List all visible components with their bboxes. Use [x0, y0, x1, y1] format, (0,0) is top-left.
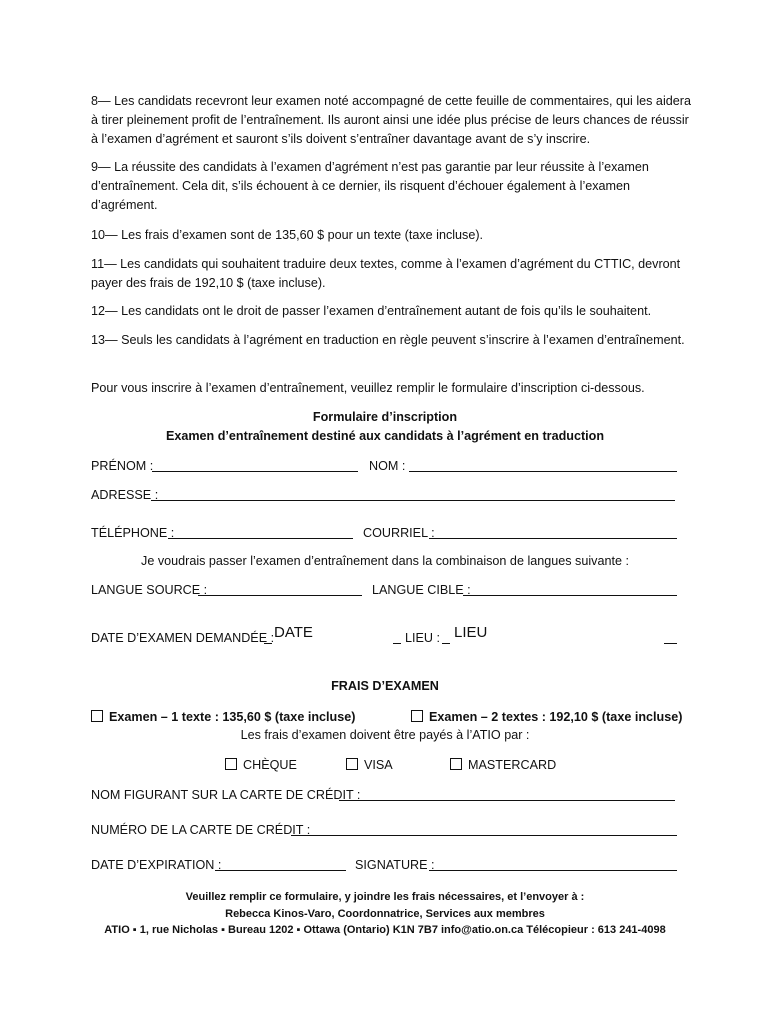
rule-8: 8— Les candidats recevront leur examen noté accompagné de cette feuille de commentaires, qui les aidera à tirer pleinement profit de l’entraînement. Ils auront ainsi une idée plus précise de leurs chances de réussir à l’examen d’agrément et sauront s’ils doivent s’entraîner davantage avant de s’y inscrire. [91, 94, 691, 146]
rule-13: 13— Seuls les candidats à l’agrément en traduction en règle peuvent s’inscrire à l’examen d’entraînement. [91, 333, 685, 347]
checkbox-icon[interactable] [411, 710, 423, 722]
rule-9: 9— La réussite des candidats à l’examen d’agrément n’est pas garantie par leur réussite à l’examen d’entraînement. Cela dit, s’ils échouent à ce dernier, ils risquent d’échouer également à l’examen d’agrément. [91, 160, 649, 212]
checkbox-icon[interactable] [346, 758, 358, 770]
date-field[interactable]: DATE [274, 624, 313, 641]
langue-source-label: LANGUE SOURCE : [91, 583, 208, 597]
date-underline [264, 643, 272, 644]
telephone-label: TÉLÉPHONE : [91, 526, 175, 540]
footer-line-2: Rebecca Kinos-Varo, Coordonnatrice, Services aux membres [225, 908, 545, 920]
prenom-field[interactable] [152, 471, 358, 472]
payment-intro: Les frais d’examen doivent être payés à l’ATIO par : [240, 728, 530, 742]
prenom-label: PRÉNOM : [91, 459, 154, 473]
fees-title: FRAIS D’EXAMEN [331, 679, 439, 693]
option-2-label: Examen – 2 textes : 192,10 $ (taxe incluse) [429, 710, 683, 724]
cheque-checkbox[interactable] [225, 756, 297, 774]
telephone-field[interactable] [168, 538, 353, 539]
langues-intro: Je voudrais passer l’examen d’entraînement dans la combinaison de langues suivante : [141, 554, 629, 568]
card-name-field[interactable] [339, 800, 675, 801]
checkbox-icon[interactable] [225, 758, 237, 770]
cheque-label: CHÈQUE [243, 758, 297, 772]
lieu-underline [442, 643, 450, 644]
langue-cible-label: LANGUE CIBLE : [372, 583, 471, 597]
mastercard-label: MASTERCARD [468, 758, 557, 772]
card-number-field[interactable] [291, 835, 677, 836]
option-2-texts-checkbox[interactable] [411, 708, 682, 726]
nom-field[interactable] [409, 471, 677, 472]
card-number-label: NUMÉRO DE LA CARTE DE CRÉDIT : [91, 823, 311, 837]
option-1-text-checkbox[interactable] [91, 708, 355, 726]
expiration-field[interactable] [215, 870, 346, 871]
footer-line-3: ATIO ▪ 1, rue Nicholas ▪ Bureau 1202 ▪ Ottawa (Ontario) K1N 7B7 info@atio.on.ca Télécopieur : 613 241-4098 [104, 924, 666, 936]
footer-line-1: Veuillez remplir ce formulaire, y joindre les frais nécessaires, et l’envoyer à : [185, 891, 585, 903]
rule-10: 10— Les frais d’examen sont de 135,60 $ pour un texte (taxe incluse). [91, 228, 484, 242]
langue-cible-field[interactable] [463, 595, 677, 596]
nom-label: NOM : [369, 459, 406, 473]
signature-label: SIGNATURE : [355, 858, 435, 872]
lieu-end-underline [664, 643, 677, 644]
lieu-field[interactable]: LIEU [454, 624, 488, 641]
mastercard-checkbox[interactable] [450, 756, 556, 774]
visa-checkbox[interactable] [346, 756, 393, 774]
date-label: DATE D’EXAMEN DEMANDÉE : [91, 631, 275, 645]
visa-label: VISA [364, 758, 393, 772]
courriel-field[interactable] [429, 538, 677, 539]
intro-text: Pour vous inscrire à l’examen d’entraînement, veuillez remplir le formulaire d’inscription ci-dessous. [91, 381, 645, 395]
expiration-label: DATE D’EXPIRATION : [91, 858, 222, 872]
rule-11: 11— Les candidats qui souhaitent traduire deux textes, comme à l’examen d’agrément du CTTIC, devront payer des frais de 192,10 $ (taxe incluse). [91, 257, 681, 290]
option-1-label: Examen – 1 texte : 135,60 $ (taxe incluse) [109, 710, 356, 724]
form-subtitle: Examen d’entraînement destiné aux candidats à l’agrément en traduction [165, 429, 605, 443]
lieu-lead-underline [393, 643, 401, 644]
courriel-label: COURRIEL : [363, 526, 435, 540]
rule-12: 12— Les candidats ont le droit de passer l’examen d’entraînement autant de fois qu’ils le souhaitent. [91, 304, 652, 318]
checkbox-icon[interactable] [450, 758, 462, 770]
signature-field[interactable] [429, 870, 677, 871]
card-name-label: NOM FIGURANT SUR LA CARTE DE CRÉDIT : [91, 788, 361, 802]
adresse-field[interactable] [151, 500, 675, 501]
adresse-label: ADRESSE : [91, 488, 159, 502]
lieu-label: LIEU : [405, 631, 440, 645]
langue-source-field[interactable] [198, 595, 362, 596]
checkbox-icon[interactable] [91, 710, 103, 722]
form-title: Formulaire d’inscription [312, 410, 458, 424]
